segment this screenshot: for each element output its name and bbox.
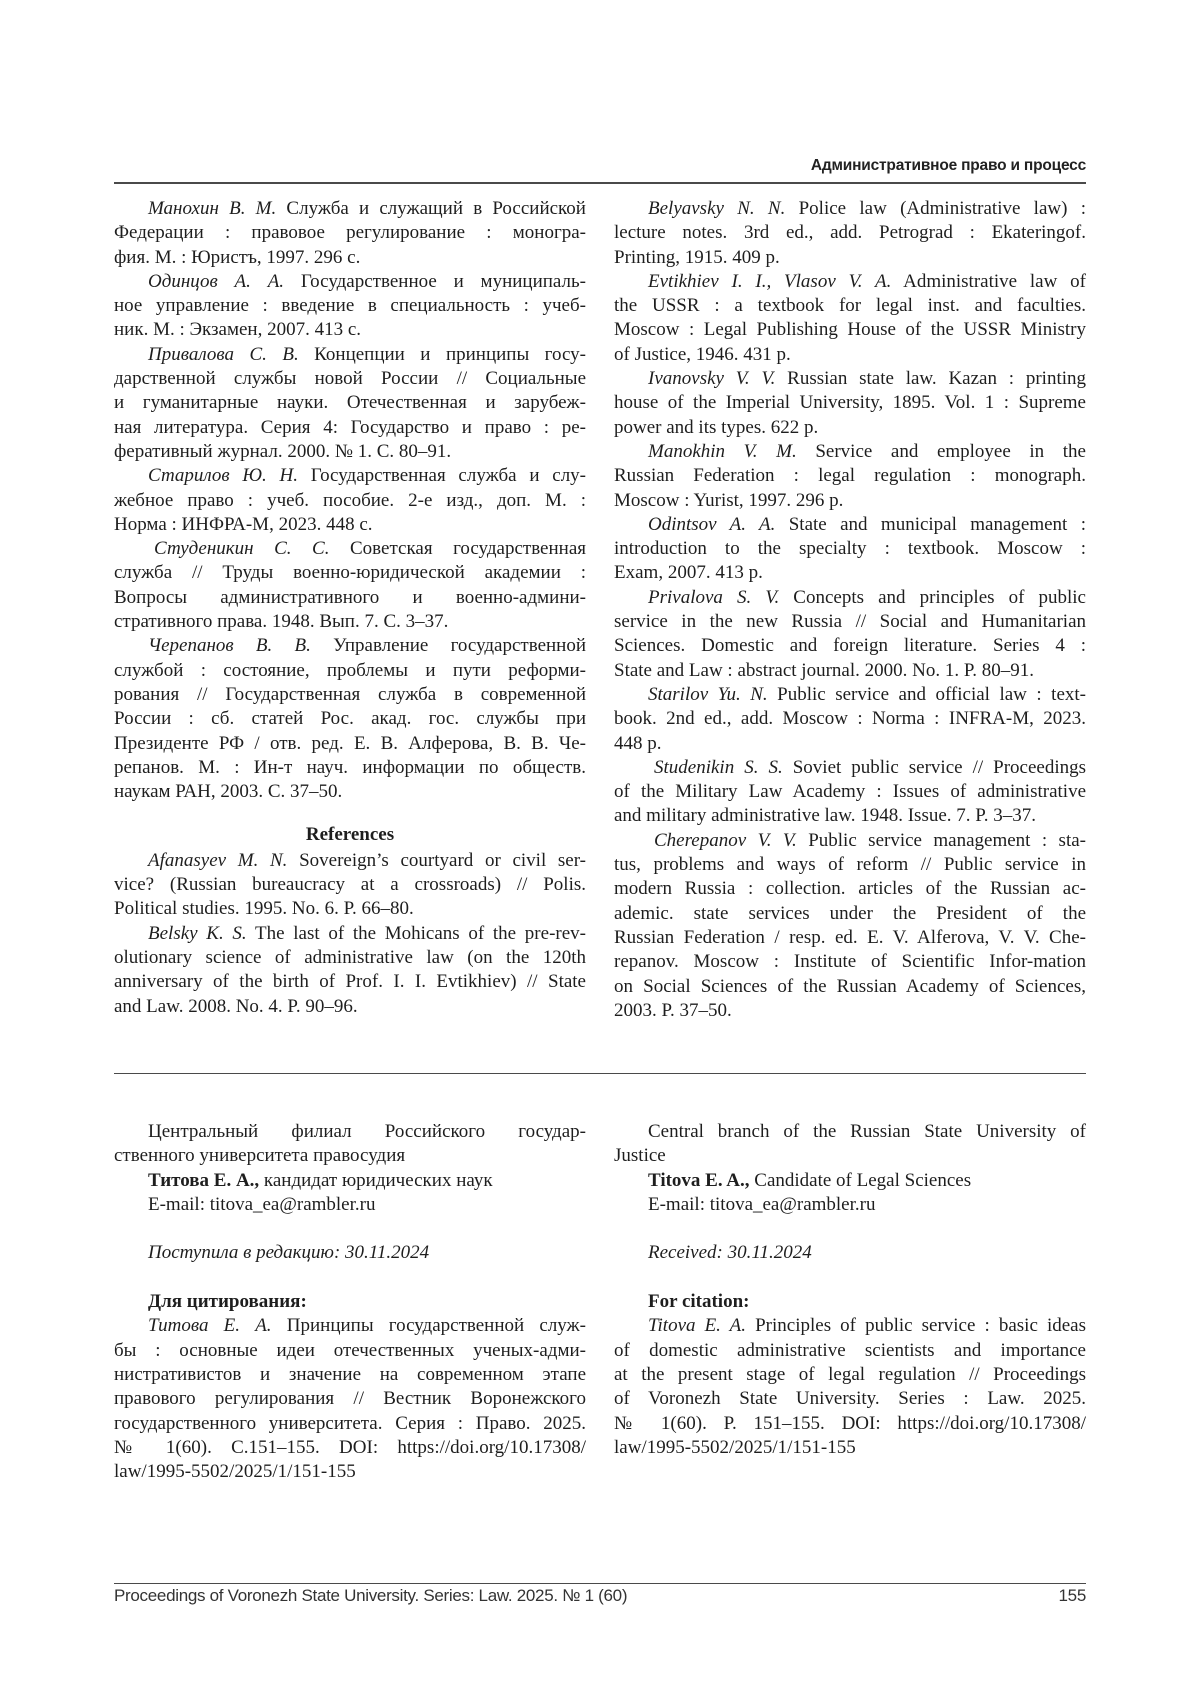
entry-line: repanov. Moscow : Institute of Scientific Infor-mation: [614, 950, 1086, 974]
entry-line: Russian Federation / resp. ed. E. V. Alferova, V. V. Che-: [614, 926, 1086, 950]
entry-line: and Law. 2008. No. 4. P. 90–96.: [114, 995, 586, 1019]
entry-text: Государственное и муниципаль-: [284, 271, 586, 292]
entry-line: [114, 464, 586, 488]
entry-line: at the present stage of legal regulation // Proceedings: [614, 1363, 1086, 1387]
footer: [114, 1586, 1086, 1606]
entry-line: феративный журнал. 2000. № 1. С. 80–91.: [114, 440, 586, 464]
entry-text: Sovereign’s courtyard or civil ser-: [287, 850, 586, 871]
entry-line: ademic. state services under the President of the: [614, 902, 1086, 926]
entry-line: службой : состояние, проблемы и пути реформи-: [114, 659, 586, 683]
entry-line: фия. М. : Юристъ, 1997. 296 с.: [114, 246, 586, 270]
entry-text: Police law (Administrative law) :: [785, 198, 1086, 219]
entry-author: Belsky K. S.: [148, 923, 247, 944]
citation-heading: Для цитирования:: [114, 1290, 586, 1314]
entry-line: государственного университета. Серия : Право. 2025.: [114, 1412, 586, 1436]
entry-author: Черепанов В. В.: [148, 635, 311, 656]
entry-line: ная литература. Серия 4: Государство и право : ре-: [114, 416, 586, 440]
entry-author: Манохин В. М.: [148, 198, 276, 219]
entry-line: olutionary science of administrative law (on the 120th: [114, 946, 586, 970]
entry-line: [114, 634, 586, 658]
author-email: E-mail: titova_ea@rambler.ru: [614, 1193, 1086, 1217]
entry-line: ное управление : введение в специальность : учеб-: [114, 294, 586, 318]
entry-line: [114, 537, 586, 561]
affiliation: Центральный филиал Российского государ-: [114, 1120, 586, 1144]
entry-line: modern Russia : collection. articles of the Russian ac-: [614, 877, 1086, 901]
entry-line: [614, 756, 1086, 780]
section-divider: [114, 1073, 1086, 1074]
entry-line: дарственной службы новой России // Социальные: [114, 367, 586, 391]
reference-entry: [114, 634, 586, 804]
entry-line: Президенте РФ / отв. ред. Е. В. Алферова, В. В. Че-: [114, 732, 586, 756]
entry-text: The last of the Mohicans of the pre-rev-: [247, 923, 586, 944]
entry-line: the USSR : a textbook for legal inst. and faculties.: [614, 294, 1086, 318]
entry-line: наукам РАН, 2003. С. 37–50.: [114, 780, 586, 804]
entry-line: Printing, 1915. 409 p.: [614, 246, 1086, 270]
entry-line: of the Military Law Academy : Issues of administrative: [614, 780, 1086, 804]
reference-entry: [114, 537, 586, 634]
entry-author: Studenikin S. S.: [654, 757, 783, 778]
entry-line: [114, 343, 586, 367]
entry-author: Evtikhiev I. I., Vlasov V. A.: [648, 271, 891, 292]
entry-line: жебное право : учеб. пособие. 2-е изд., доп. М. :: [114, 489, 586, 513]
entry-line: book. 2nd ed., add. Moscow : Norma : INFRA-M, 2023.: [614, 707, 1086, 731]
reference-entry: [114, 343, 586, 464]
entry-text: Public service and official law : text-: [768, 684, 1086, 705]
entry-text: Concepts and principles of public: [779, 587, 1086, 608]
entry-line: introduction to the specialty : textbook. Moscow :: [614, 537, 1086, 561]
entry-line: anniversary of the birth of Prof. I. I. Evtikhiev) // State: [114, 970, 586, 994]
entry-text: Государственная служба и слу-: [298, 465, 586, 486]
entry-line: [114, 1314, 586, 1338]
entry-line: vice? (Russian bureaucracy at a crossroads) // Polis.: [114, 873, 586, 897]
affiliation: Central branch of the Russian State University of: [614, 1120, 1086, 1144]
entry-line: law/1995-5502/2025/1/151-155: [114, 1460, 586, 1484]
author-email: E-mail: titova_ea@rambler.ru: [114, 1193, 586, 1217]
entry-line: [614, 513, 1086, 537]
entry-line: Russian Federation : legal regulation : monograph.: [614, 464, 1086, 488]
entry-text: Принципы государственной служ-: [272, 1315, 586, 1336]
entry-line: бы : основные идеи отечественных ученых-адми-: [114, 1339, 586, 1363]
entry-line: 2003. P. 37–50.: [614, 999, 1086, 1023]
reference-entry: [614, 756, 1086, 829]
entry-line: России : сб. статей Рос. акад. гос. службы при: [114, 707, 586, 731]
spacer: [114, 1217, 586, 1241]
entry-line: Федерации : правовое регулирование : моногра-: [114, 221, 586, 245]
entry-line: Sciences. Domestic and foreign literature. Series 4 :: [614, 634, 1086, 658]
reference-entry: [114, 270, 586, 343]
entry-line: [614, 829, 1086, 853]
reference-entry: [614, 586, 1086, 683]
affiliation: ственного университета правосудия: [114, 1144, 586, 1168]
author-info-ru: [114, 1120, 586, 1484]
entry-line: [114, 922, 586, 946]
author-name-line: [614, 1169, 1086, 1193]
entry-line: Вопросы административного и военно-админи-: [114, 586, 586, 610]
entry-line: tus, problems and ways of reform // Public service in: [614, 853, 1086, 877]
reference-entry: [114, 922, 586, 1019]
reference-entry: [114, 464, 586, 537]
entry-text: State and municipal management :: [775, 514, 1086, 535]
received-date: Поступила в редакцию: 30.11.2024: [114, 1241, 586, 1265]
footer-journal: Proceedings of Voronezh State University. Series: Law. 2025. № 1 (60): [114, 1586, 627, 1605]
reference-entry: [114, 197, 586, 270]
entry-author: Cherepanov V. V.: [654, 830, 797, 851]
entry-line: [614, 683, 1086, 707]
reference-entry: [614, 367, 1086, 440]
entry-line: нистративистов и значение на современном этапе: [114, 1363, 586, 1387]
references-heading: References: [114, 823, 586, 847]
entry-line: стративного права. 1948. Вып. 7. С. 3–37.: [114, 610, 586, 634]
entry-author: Одинцов А. А.: [148, 271, 284, 292]
entry-line: правового регулирования // Вестник Воронежского: [114, 1387, 586, 1411]
entry-line: [614, 197, 1086, 221]
header-rule: [114, 182, 1086, 184]
right-column: [614, 197, 1086, 1023]
entry-line: power and its types. 622 p.: [614, 416, 1086, 440]
entry-line: 448 p.: [614, 732, 1086, 756]
entry-text: Концепции и принципы госу-: [299, 344, 586, 365]
entry-line: [614, 586, 1086, 610]
author-name: Titova E. A.,: [648, 1170, 750, 1191]
author-degree: кандидат юридических наук: [259, 1170, 492, 1191]
entry-line: and military administrative law. 1948. Issue. 7. P. 3–37.: [614, 804, 1086, 828]
spacer: [614, 1266, 1086, 1290]
entry-line: служба // Труды военно-юридической академии :: [114, 561, 586, 585]
reference-entry: [114, 1314, 586, 1484]
reference-entry: [614, 197, 1086, 270]
entry-line: house of the Imperial University, 1895. Vol. 1 : Supreme: [614, 391, 1086, 415]
entry-text: Administrative law of: [891, 271, 1086, 292]
entry-author: Privalova S. V.: [648, 587, 779, 608]
entry-line: law/1995-5502/2025/1/151-155: [614, 1436, 1086, 1460]
reference-entry: [614, 683, 1086, 756]
entry-author: Старилов Ю. Н.: [148, 465, 298, 486]
entry-line: ник. М. : Экзамен, 2007. 413 с.: [114, 318, 586, 342]
entry-line: [614, 1314, 1086, 1338]
entry-text: Управление государственной: [311, 635, 586, 656]
citation-heading: For citation:: [614, 1290, 1086, 1314]
author-name-line: [114, 1169, 586, 1193]
entry-line: [614, 270, 1086, 294]
entry-text: Советская государственная: [329, 538, 586, 559]
entry-line: Moscow : Yurist, 1997. 296 p.: [614, 489, 1086, 513]
left-column: [114, 197, 586, 1019]
entry-line: и гуманитарные науки. Отечественная и зарубеж-: [114, 391, 586, 415]
entry-line: of Voronezh State University. Series : Law. 2025.: [614, 1387, 1086, 1411]
reference-entry: [114, 849, 586, 922]
entry-line: on Social Sciences of the Russian Academy of Sciences,: [614, 975, 1086, 999]
entry-text: Служба и служащий в Российской: [276, 198, 586, 219]
entry-author: Starilov Yu. N.: [648, 684, 768, 705]
entry-line: State and Law : abstract journal. 2000. No. 1. P. 80–91.: [614, 659, 1086, 683]
entry-author: Студеникин С. С.: [154, 538, 329, 559]
running-head: Административное право и процесс: [114, 157, 1086, 175]
entry-line: № 1(60). С.151–155. DOI: https://doi.org/10.17308/: [114, 1436, 586, 1460]
entry-line: Норма : ИНФРА-М, 2023. 448 с.: [114, 513, 586, 537]
entry-line: Exam, 2007. 413 p.: [614, 561, 1086, 585]
entry-author: Привалова С. В.: [148, 344, 299, 365]
spacer: [614, 1217, 1086, 1241]
reference-entry: [614, 829, 1086, 1023]
reference-entry: [614, 513, 1086, 586]
entry-line: service in the new Russia // Social and Humanitarian: [614, 610, 1086, 634]
entry-line: [114, 849, 586, 873]
footer-rule: [114, 1583, 1086, 1584]
affiliation: Justice: [614, 1144, 1086, 1168]
entry-text: Soviet public service // Proceedings: [783, 757, 1086, 778]
author-info-en: [614, 1120, 1086, 1460]
reference-entry: [614, 1314, 1086, 1460]
entry-line: репанов. М. : Ин-т науч. информации по обществ.: [114, 756, 586, 780]
entry-line: lecture notes. 3rd ed., add. Petrograd : Ekateringof.: [614, 221, 1086, 245]
author-degree: Candidate of Legal Sciences: [750, 1170, 972, 1191]
entry-author: Manokhin V. M.: [648, 441, 797, 462]
entry-author: Odintsov A. A.: [648, 514, 775, 535]
entry-author: Belyavsky N. N.: [648, 198, 785, 219]
reference-entry: [614, 270, 1086, 367]
entry-text: Principles of public service : basic ideas: [746, 1315, 1086, 1336]
entry-author: Ivanovsky V. V.: [648, 368, 775, 389]
received-date: Received: 30.11.2024: [614, 1241, 1086, 1265]
entry-text: Russian state law. Kazan : printing: [775, 368, 1086, 389]
entry-author: Afanasyev M. N.: [148, 850, 287, 871]
entry-text: Service and employee in the: [797, 441, 1086, 462]
page-number: 155: [1059, 1586, 1086, 1606]
entry-author: Titova E. A.: [648, 1315, 746, 1336]
author-name: Титова Е. А.,: [148, 1170, 259, 1191]
entry-line: [614, 440, 1086, 464]
entry-line: рования // Государственная служба в современной: [114, 683, 586, 707]
entry-line: [114, 197, 586, 221]
entry-line: [114, 270, 586, 294]
entry-line: of domestic administrative scientists and importance: [614, 1339, 1086, 1363]
entry-author: Титова Е. А.: [148, 1315, 272, 1336]
reference-entry: [614, 440, 1086, 513]
entry-text: Public service management : sta-: [797, 830, 1086, 851]
spacer: [114, 1266, 586, 1290]
entry-line: Political studies. 1995. No. 6. P. 66–80.: [114, 897, 586, 921]
entry-line: of Justice, 1946. 431 p.: [614, 343, 1086, 367]
entry-line: [614, 367, 1086, 391]
entry-line: № 1(60). P. 151–155. DOI: https://doi.org/10.17308/: [614, 1412, 1086, 1436]
entry-line: Moscow : Legal Publishing House of the USSR Ministry: [614, 318, 1086, 342]
